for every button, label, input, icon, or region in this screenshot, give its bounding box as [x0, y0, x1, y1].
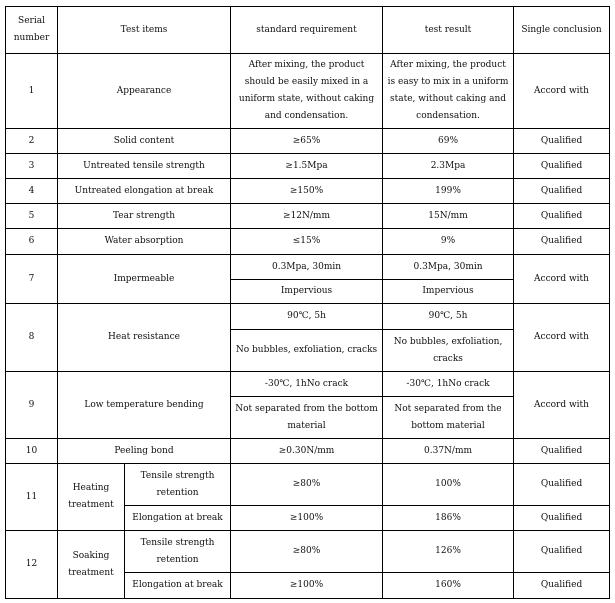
header-standard: standard requirement — [231, 7, 383, 54]
conclusion-cell: Qualified — [514, 179, 610, 204]
subitem-cell: Elongation at break — [125, 506, 231, 531]
standard-cell: ≥80% — [231, 464, 383, 506]
standard-cell: 90℃, 5h — [231, 304, 383, 330]
result-cell: 2.3Mpa — [383, 154, 514, 179]
standard-cell: -30℃, 1hNo crack — [231, 372, 383, 397]
item-cell: Appearance — [58, 54, 231, 129]
conclusion-cell: Accord with — [514, 372, 610, 439]
result-cell: After mixing, the product is easy to mix in a uniform state, without caking and condensation. — [383, 54, 514, 129]
conclusion-cell: Qualified — [514, 531, 610, 573]
serial-cell: 7 — [6, 255, 58, 304]
item-cell: Tear strength — [58, 204, 231, 229]
result-cell: 126% — [383, 531, 514, 573]
standard-cell: ≥1.5Mpa — [231, 154, 383, 179]
standard-cell: 0.3Mpa, 30min — [231, 255, 383, 280]
standard-cell: ≥100% — [231, 573, 383, 599]
result-cell: 0.3Mpa, 30min — [383, 255, 514, 280]
result-cell: 9% — [383, 229, 514, 255]
table-row — [6, 255, 610, 280]
conclusion-cell: Qualified — [514, 154, 610, 179]
group-cell: Soaking treatment — [58, 531, 125, 599]
standard-cell: ≥150% — [231, 179, 383, 204]
result-cell: -30℃, 1hNo crack — [383, 372, 514, 397]
serial-cell: 1 — [6, 54, 58, 129]
subitem-cell: Tensile strength retention — [125, 531, 231, 573]
conclusion-cell: Accord with — [514, 255, 610, 304]
conclusion-cell: Qualified — [514, 204, 610, 229]
table-row — [6, 229, 610, 255]
subitem-cell: Elongation at break — [125, 573, 231, 599]
standard-cell: Impervious — [231, 280, 383, 304]
standard-cell: ≥0.30N/mm — [231, 439, 383, 464]
table-row — [6, 464, 610, 506]
conclusion-cell: Qualified — [514, 229, 610, 255]
group-cell: Heating treatment — [58, 464, 125, 531]
test-report-table — [5, 6, 610, 599]
conclusion-cell: Qualified — [514, 439, 610, 464]
result-cell: 90℃, 5h — [383, 304, 514, 330]
serial-cell: 11 — [6, 464, 58, 531]
header-result: test result — [383, 7, 514, 54]
conclusion-cell: Qualified — [514, 464, 610, 506]
standard-cell: After mixing, the product should be easily mixed in a uniform state, without caking and condensation. — [231, 54, 383, 129]
item-cell: Peeling bond — [58, 439, 231, 464]
result-cell: 100% — [383, 464, 514, 506]
item-cell: Impermeable — [58, 255, 231, 304]
table-row — [6, 372, 610, 397]
result-cell: 15N/mm — [383, 204, 514, 229]
table-row — [6, 204, 610, 229]
serial-cell: 9 — [6, 372, 58, 439]
item-cell: Solid content — [58, 129, 231, 154]
standard-cell: ≤15% — [231, 229, 383, 255]
item-cell: Water absorption — [58, 229, 231, 255]
header-row — [6, 7, 610, 54]
serial-cell: 10 — [6, 439, 58, 464]
result-cell: 69% — [383, 129, 514, 154]
standard-cell: ≥12N/mm — [231, 204, 383, 229]
conclusion-cell: Qualified — [514, 506, 610, 531]
subitem-cell: Tensile strength retention — [125, 464, 231, 506]
table-row — [6, 54, 610, 129]
conclusion-cell: Accord with — [514, 54, 610, 129]
result-cell: No bubbles, exfoliation, cracks — [383, 330, 514, 372]
serial-cell: 3 — [6, 154, 58, 179]
standard-cell: ≥100% — [231, 506, 383, 531]
item-cell: Low temperature bending — [58, 372, 231, 439]
standard-cell: No bubbles, exfoliation, cracks — [231, 330, 383, 372]
result-cell: 186% — [383, 506, 514, 531]
header-test-items: Test items — [58, 7, 231, 54]
header-conclusion: Single conclusion — [514, 7, 610, 54]
table-row — [6, 531, 610, 573]
result-cell: 199% — [383, 179, 514, 204]
standard-cell: ≥80% — [231, 531, 383, 573]
serial-cell: 6 — [6, 229, 58, 255]
table-row — [6, 129, 610, 154]
header-serial: Serial number — [6, 7, 58, 54]
serial-cell: 2 — [6, 129, 58, 154]
standard-cell: Not separated from the bottom material — [231, 397, 383, 439]
table-row — [6, 439, 610, 464]
result-cell: Not separated from the bottom material — [383, 397, 514, 439]
conclusion-cell: Accord with — [514, 304, 610, 372]
conclusion-cell: Qualified — [514, 129, 610, 154]
result-cell: Impervious — [383, 280, 514, 304]
item-cell: Heat resistance — [58, 304, 231, 372]
serial-cell: 12 — [6, 531, 58, 599]
result-cell: 0.37N/mm — [383, 439, 514, 464]
standard-cell: ≥65% — [231, 129, 383, 154]
table-row — [6, 304, 610, 330]
serial-cell: 4 — [6, 179, 58, 204]
item-cell: Untreated elongation at break — [58, 179, 231, 204]
table-row — [6, 154, 610, 179]
conclusion-cell: Qualified — [514, 573, 610, 599]
item-cell: Untreated tensile strength — [58, 154, 231, 179]
result-cell: 160% — [383, 573, 514, 599]
serial-cell: 8 — [6, 304, 58, 372]
serial-cell: 5 — [6, 204, 58, 229]
table-row — [6, 179, 610, 204]
